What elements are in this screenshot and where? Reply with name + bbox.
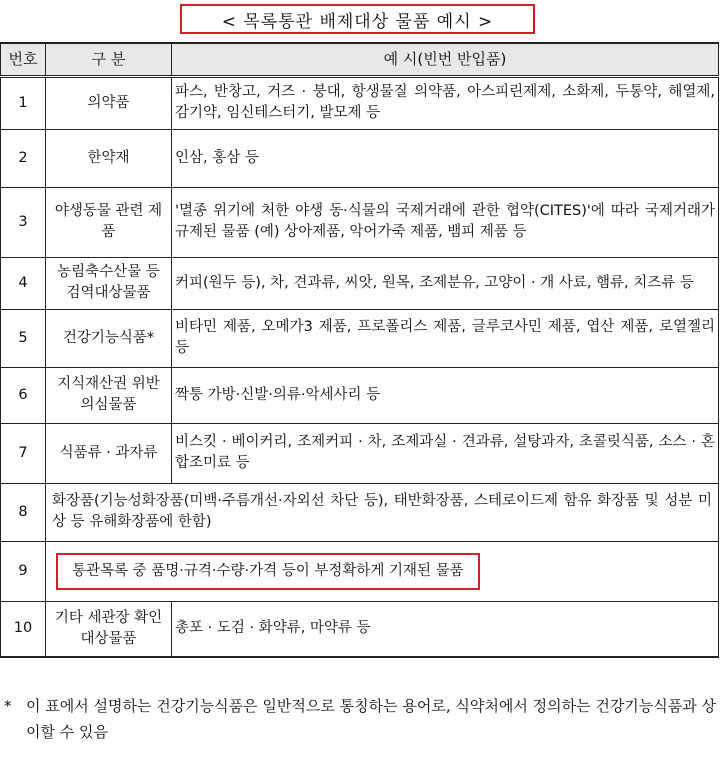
- row-example: 비스킷 · 베이커리, 조제커피 · 차, 조제과실 · 견과류, 설탕과자, 초콜릿식품, 소스 · 혼합조미료 등: [172, 423, 719, 483]
- row-example: 화장품(기능성화장품(미백·주름개선·자외선 차단 등), 태반화장품, 스테로이드제 함유 화장품 및 성분 미상 등 유해화장품에 한함): [46, 483, 719, 541]
- exclusion-table: [0, 42, 719, 658]
- row-example: '멸종 위기에 처한 야생 동·식물의 국제거래에 관한 협약(CITES)'에 따라 국제거래가 규제된 물품 (예) 상아제품, 악어가죽 제품, 뱀피 제품 등: [172, 187, 719, 257]
- row-category: 기타 세관장 확인대상물품: [46, 601, 172, 657]
- row-number: 8: [1, 483, 46, 541]
- row-number: 7: [1, 423, 46, 483]
- table-row: [1, 367, 719, 423]
- row-example: 인삼, 홍삼 등: [172, 129, 719, 187]
- row-category: 한약재: [46, 129, 172, 187]
- table-row: [1, 483, 719, 541]
- row-number: 10: [1, 601, 46, 657]
- header-category: 구 분: [46, 43, 172, 76]
- row-example: 커피(원두 등), 차, 견과류, 씨앗, 원목, 조제분유, 고양이 · 개 사료, 햄류, 치즈류 등: [172, 257, 719, 309]
- page-title: < 목록통관 배제대상 물품 예시 >: [180, 4, 535, 34]
- row-category: 지식재산권 위반 의심물품: [46, 367, 172, 423]
- table-header-row: [1, 43, 719, 76]
- footnote-text: 이 표에서 설명하는 건강기능식품은 일반적으로 통칭하는 용어로, 식약처에서 정의하는 건강기능식품과 상이할 수 있음: [26, 697, 717, 741]
- row-category: 건강기능식품*: [46, 309, 172, 367]
- row-number: 3: [1, 187, 46, 257]
- row-category: 식품류 · 과자류: [46, 423, 172, 483]
- table-row: [1, 257, 719, 309]
- row-category: 야생동물 관련 제품: [46, 187, 172, 257]
- row-number: 6: [1, 367, 46, 423]
- header-example: 예 시(빈번 반입품): [172, 43, 719, 76]
- row-category: 의약품: [46, 76, 172, 129]
- table-row: [1, 541, 719, 601]
- row-category: 농림축수산물 등 검역대상물품: [46, 257, 172, 309]
- row-number: 4: [1, 257, 46, 309]
- highlighted-item: 통관목록 중 품명·규격·수량·가격 등이 부정확하게 기재된 물품: [56, 553, 480, 590]
- row-number: 2: [1, 129, 46, 187]
- row-number: 9: [1, 541, 46, 601]
- row-example-cell: [46, 541, 719, 601]
- table-row: [1, 76, 719, 129]
- row-example: 총포 · 도검 · 화약류, 마약류 등: [172, 601, 719, 657]
- footnote-mark: *: [4, 697, 12, 715]
- row-number: 1: [1, 76, 46, 129]
- table-row: [1, 129, 719, 187]
- table-row: [1, 187, 719, 257]
- row-example: 파스, 반창고, 거즈 · 붕대, 항생물질 의약품, 아스피린제제, 소화제, 두통약, 해열제, 감기약, 임신테스터기, 발모제 등: [172, 76, 719, 129]
- table-row: [1, 423, 719, 483]
- header-number: 번호: [1, 43, 46, 76]
- row-example: 비타민 제품, 오메가3 제품, 프로폴리스 제품, 글루코사민 제품, 엽산 제품, 로열젤리 등: [172, 309, 719, 367]
- footnote: [4, 693, 716, 745]
- table-row: [1, 309, 719, 367]
- row-number: 5: [1, 309, 46, 367]
- table-row: [1, 601, 719, 657]
- row-example: 짝퉁 가방·신발·의류·악세사리 등: [172, 367, 719, 423]
